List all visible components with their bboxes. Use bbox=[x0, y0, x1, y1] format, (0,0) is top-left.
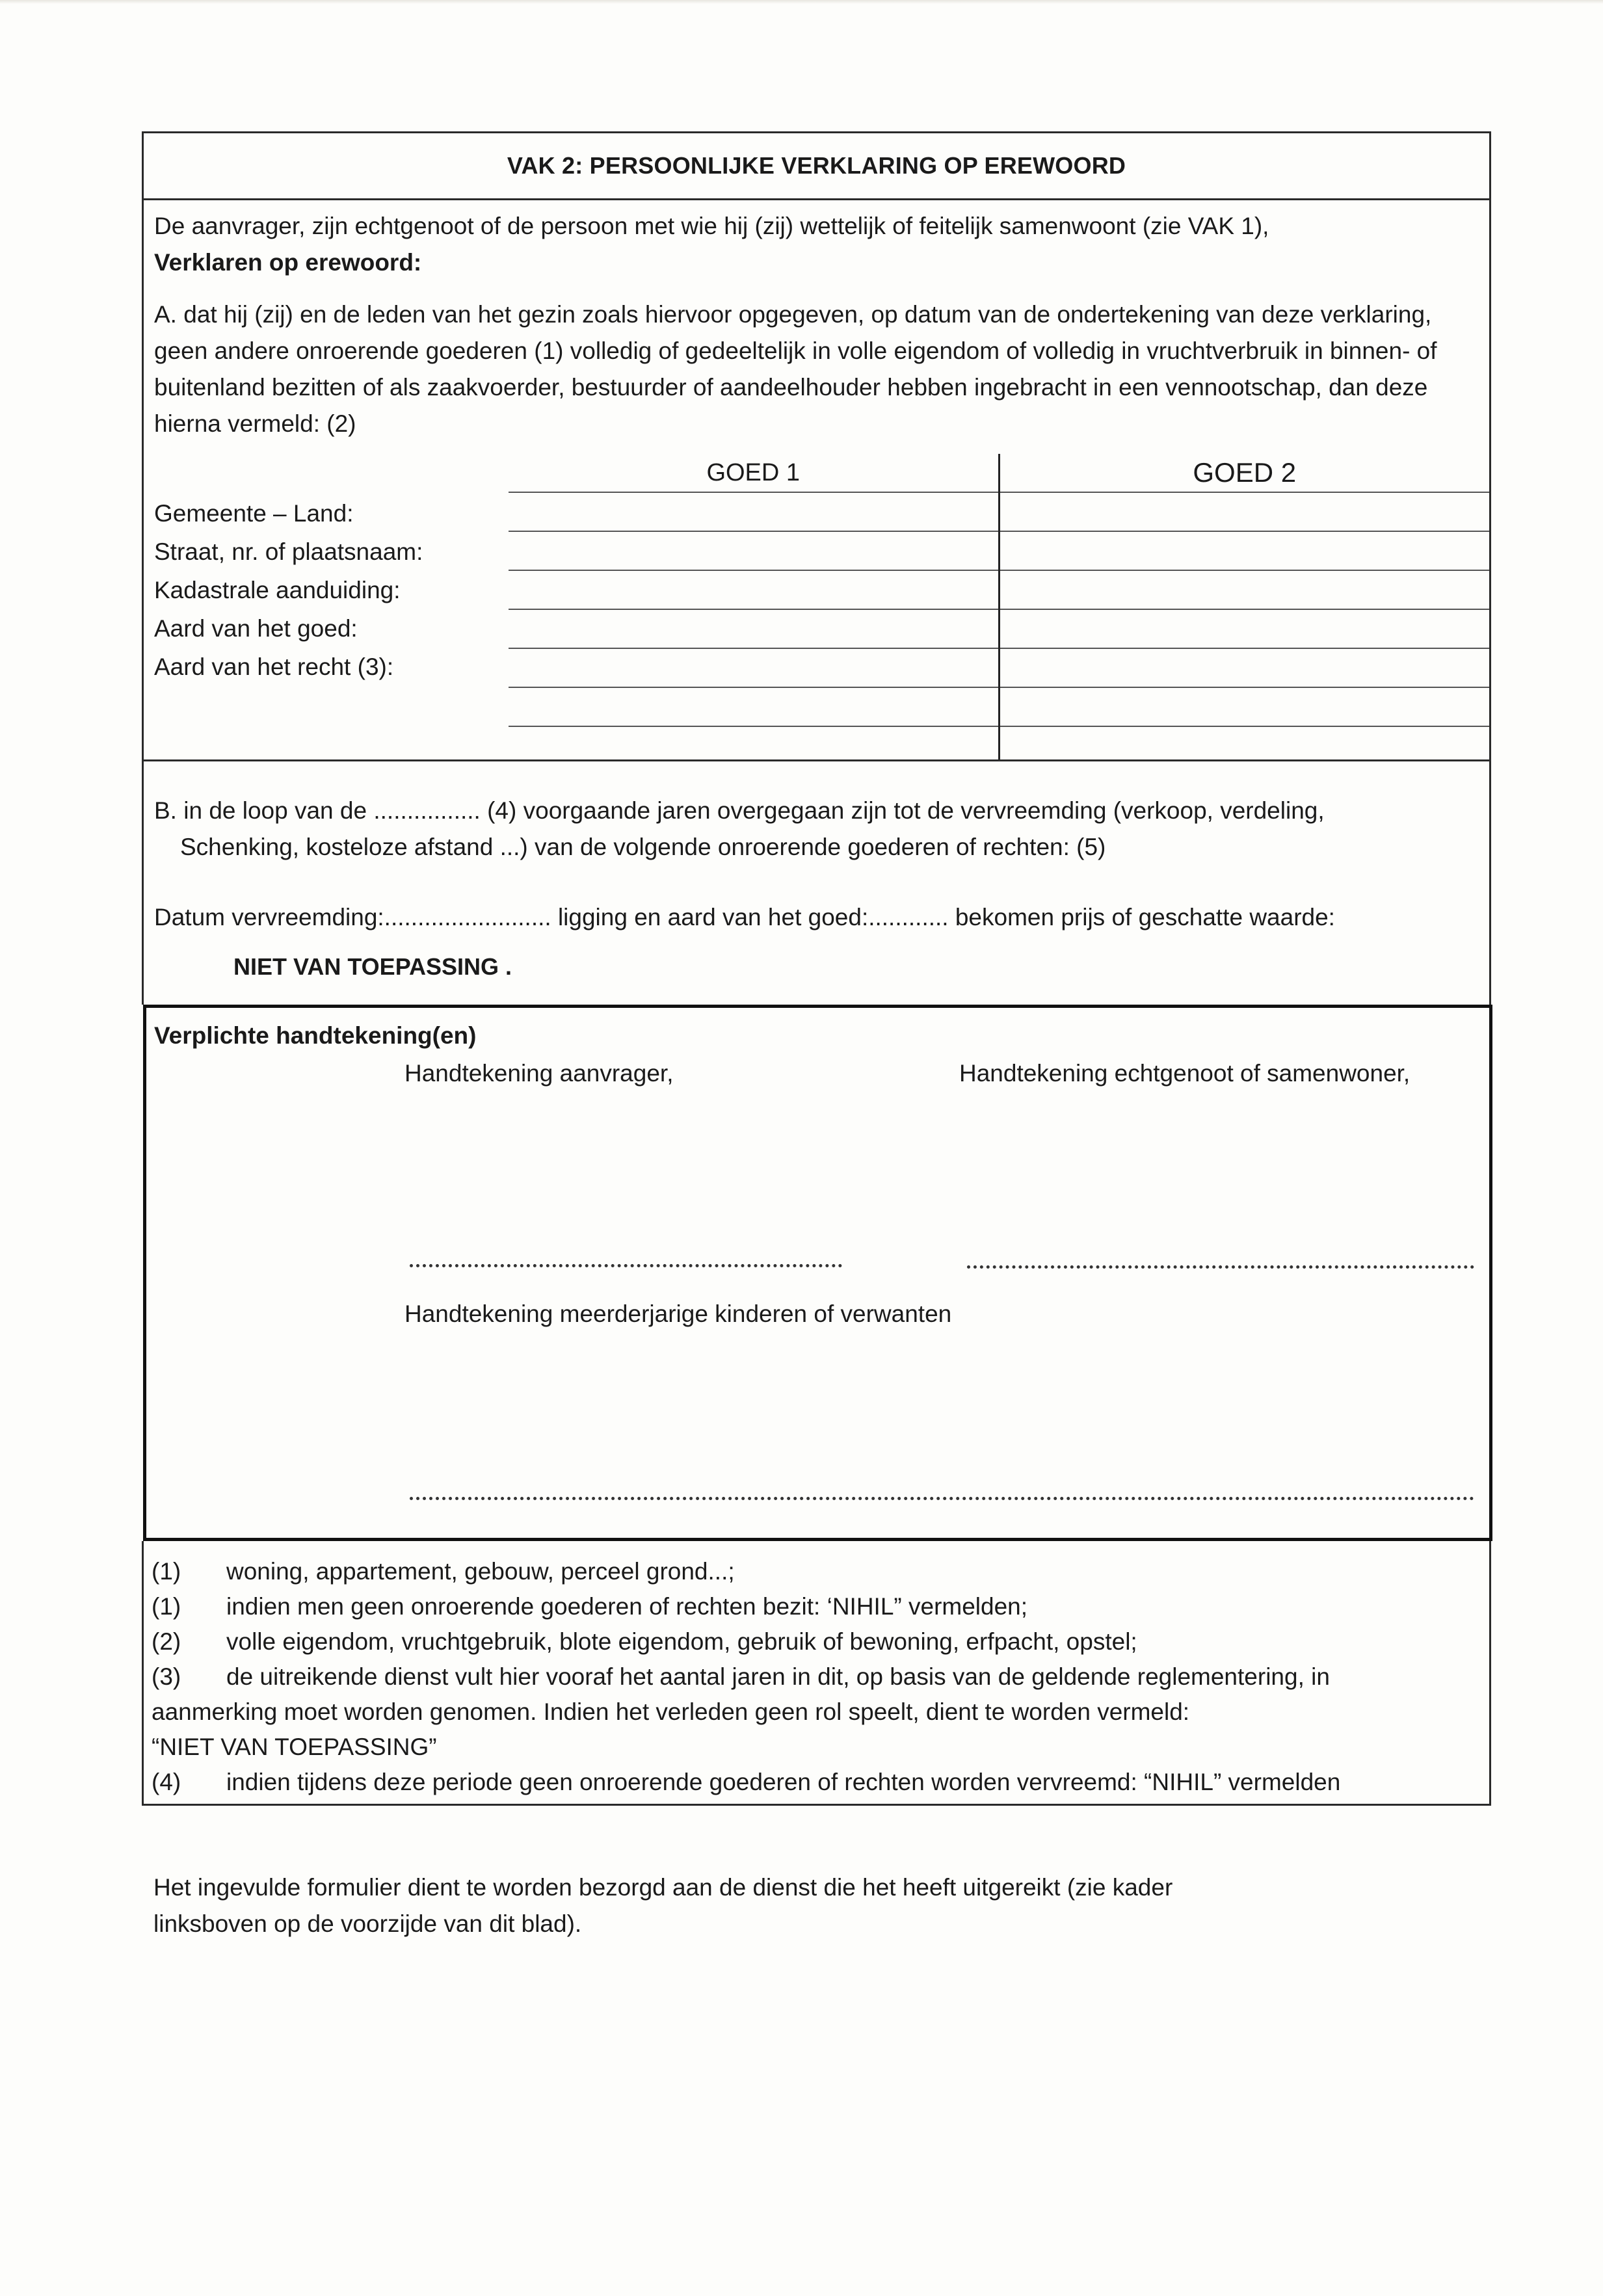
form-title: VAK 2: PERSOONLIJKE VERKLARING OP EREWOORD bbox=[142, 131, 1491, 200]
property-table bbox=[144, 454, 1489, 759]
row-label-aard-recht: Aard van het recht (3): bbox=[154, 653, 394, 680]
signature-label-partner: Handtekening echtgenoot of samenwoner, bbox=[959, 1060, 1411, 1087]
section-b-line2: Schenking, kosteloze afstand ...) van de volgende onroerende goederen of rechten: (5) bbox=[180, 834, 1106, 860]
goed1-field-kadastrale[interactable] bbox=[509, 570, 998, 609]
section-b-box bbox=[142, 761, 1491, 1005]
column-goed-2 bbox=[1000, 454, 1490, 759]
footnote-number: (4) bbox=[152, 1769, 181, 1795]
page-edge bbox=[0, 0, 1603, 4]
intro-line: De aanvrager, zijn echtgenoot of de persoon met wie hij (zij) wettelijk of feitelijk samenwoont (zie VAK 1), bbox=[154, 213, 1269, 239]
column-header-goed-2: GOED 2 bbox=[1193, 457, 1297, 488]
goed2-field-aard-recht[interactable] bbox=[1000, 648, 1490, 687]
goed1-field-aard-recht[interactable] bbox=[509, 648, 998, 687]
goed1-field-aard-goed[interactable] bbox=[509, 609, 998, 648]
section-a-box bbox=[142, 200, 1491, 761]
goed2-field-kadastrale[interactable] bbox=[1000, 570, 1490, 609]
signature-box bbox=[143, 1005, 1492, 1541]
footnote-number: (1) bbox=[152, 1593, 181, 1620]
property-columns bbox=[509, 454, 1489, 759]
column-goed-1 bbox=[509, 454, 1000, 759]
signature-line-applicant[interactable] bbox=[410, 1260, 842, 1267]
row-label-kadastrale: Kadastrale aanduiding: bbox=[154, 577, 401, 603]
goed1-field-straat[interactable] bbox=[509, 531, 998, 570]
property-row-labels bbox=[144, 454, 509, 759]
row-label-straat: Straat, nr. of plaatsnaam: bbox=[154, 538, 423, 565]
goed2-field-straat[interactable] bbox=[1000, 531, 1490, 570]
goed1-field-extra-2[interactable] bbox=[509, 726, 998, 765]
goed2-field-extra-2[interactable] bbox=[1000, 726, 1490, 765]
footnote-text: woning, appartement, gebouw, perceel grond...; bbox=[226, 1558, 735, 1585]
goed2-field-aard-goed[interactable] bbox=[1000, 609, 1490, 648]
footnote-text: indien men geen onroerende goederen of rechten bezit: ‘NIHIL” vermelden; bbox=[226, 1593, 1028, 1620]
footnote-item bbox=[152, 1765, 1481, 1800]
footnote-item bbox=[152, 1624, 1481, 1659]
vak2-form bbox=[142, 131, 1491, 1806]
footer-line: linksboven op de voorzijde van dit blad). bbox=[153, 1910, 582, 1937]
footnote-text: indien tijdens deze periode geen onroerende goederen of rechten worden vervreemd: “NIHIL” vermelden bbox=[226, 1769, 1341, 1795]
section-b-line1: B. in de loop van de ................ (4) voorgaande jaren overgegaan zijn tot de vervreemding (verkoop, verdeling, bbox=[154, 797, 1325, 824]
goed2-field-extra-1[interactable] bbox=[1000, 687, 1490, 726]
footnote-text: volle eigendom, vruchtgebruik, blote eigendom, gebruik of bewoning, erfpacht, opstel; bbox=[226, 1628, 1137, 1655]
footnote-continuation: “NIET VAN TOEPASSING” bbox=[152, 1734, 437, 1760]
signature-line-children[interactable] bbox=[410, 1493, 1474, 1500]
footnotes-box bbox=[142, 1541, 1491, 1806]
footer-instructions bbox=[153, 1869, 1454, 1942]
signature-line-partner[interactable] bbox=[967, 1261, 1474, 1269]
signature-label-applicant: Handtekening aanvrager, bbox=[404, 1060, 674, 1087]
row-label-gemeente: Gemeente – Land: bbox=[154, 500, 354, 527]
footnote-continuation: aanmerking moet worden genomen. Indien het verleden geen rol speelt, dient te worden vermeld: bbox=[152, 1698, 1190, 1725]
goed1-field-extra-1[interactable] bbox=[509, 687, 998, 726]
signature-label-children: Handtekening meerderjarige kinderen of verwanten bbox=[404, 1300, 952, 1327]
goed1-field-gemeente[interactable] bbox=[509, 492, 998, 531]
section-b-value: NIET VAN TOEPASSING . bbox=[233, 953, 512, 980]
footer-line: Het ingevulde formulier dient te worden bezorgd aan de dienst die het heeft uitgereikt (zie kader bbox=[153, 1874, 1173, 1901]
goed2-field-gemeente[interactable] bbox=[1000, 492, 1490, 531]
column-header-goed-1: GOED 1 bbox=[706, 459, 801, 486]
row-label-aard-goed: Aard van het goed: bbox=[154, 615, 358, 642]
footnote-item bbox=[152, 1554, 1481, 1589]
footnote-number: (2) bbox=[152, 1628, 181, 1655]
footnote-item bbox=[152, 1659, 1481, 1695]
footnote-item bbox=[152, 1589, 1481, 1624]
section-a-text: A. dat hij (zij) en de leden van het gezin zoals hiervoor opgegeven, op datum van de ondertekening van deze verklaring, geen andere onroerende goederen (1) volledig of gedeeltelijk in volle eigendom of volledig in vruchtverbruik in binnen- of buitenland bezitten of als zaakvoerder, bestuurder of aandeelhouder hebben ingebracht in een vennootschap, dan deze hierna vermeld: (2) bbox=[154, 301, 1437, 437]
signature-title: Verplichte handtekening(en) bbox=[154, 1022, 477, 1049]
intro-declare: Verklaren op erewoord: bbox=[154, 249, 422, 276]
section-b-datum-line: Datum vervreemding:......................... ligging en aard van het goed:............ bekomen prijs of geschatte waarde: bbox=[154, 904, 1335, 930]
footnote-text: de uitreikende dienst vult hier vooraf het aantal jaren in dit, op basis van de geldende reglementering, in bbox=[226, 1663, 1330, 1690]
footnote-number: (1) bbox=[152, 1558, 181, 1585]
footnote-number: (3) bbox=[152, 1663, 181, 1690]
